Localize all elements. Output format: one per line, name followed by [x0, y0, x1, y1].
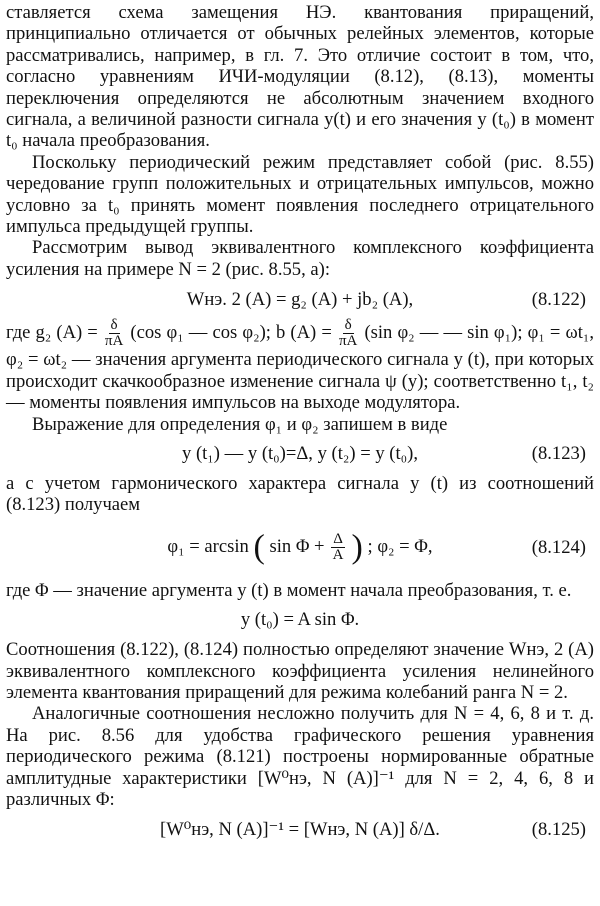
- equation-phi: [6, 608, 594, 632]
- text-run: ; φ₂ = Φ,: [367, 535, 433, 557]
- text-run: (cos φ₁ — cos φ₂); b (A) =: [130, 322, 332, 344]
- fraction: [331, 532, 345, 563]
- left-paren: (: [253, 528, 265, 566]
- equation-body: y (t₀) = A sin Φ.: [240, 609, 360, 631]
- fraction: [105, 318, 123, 349]
- paragraph-8: Соотношения (8.122), (8.124) полностью определяют значение Wнэ, 2 (A) эквивалентного комплексного коэффициента усиления нелинейного элемента квантования приращений для режима колебаний ранга N = 2.: [6, 639, 594, 703]
- text-run: — sin φ₁); φ₁ = ωt₁, φ₂ = ωt₂ — значения аргумента периодического сигнала y (t), при которых происходит скачкообразное изменение сигнала ψ (y); соответственно t₁, t₂ — моменты появления импульсов на выходе модулятора.: [6, 322, 595, 414]
- equation-body: y (t₁) — y (t₀)=Δ, y (t₂) = y (t₀),: [182, 443, 418, 465]
- equation-8-123: [6, 442, 594, 466]
- paragraph-5: Выражение для определения φ₁ и φ₂ запишем в виде: [32, 413, 448, 435]
- text-run: φ₁ = arcsin: [167, 535, 249, 557]
- text-run: (sin φ₂ —: [364, 322, 439, 344]
- fraction: [339, 318, 357, 349]
- equation-number: (8.123): [531, 443, 586, 465]
- fraction-denominator: πA: [338, 333, 358, 350]
- equation-body: [167, 528, 433, 566]
- right-paren: ): [351, 528, 363, 566]
- equation-body: Wнэ. 2 (A) = g₂ (A) + jb₂ (A),: [186, 288, 414, 310]
- fraction-numerator: Δ: [333, 531, 343, 548]
- paragraph-4: [6, 318, 594, 413]
- paragraph-2: Поскольку периодический режим представляет собой (рис. 8.55) чередование групп положительных и отрицательных импульсов, можно условно за t₀ принять момент появления последнего отрицательного импульса предыдущей группы.: [6, 151, 594, 238]
- paragraph-3: Рассмотрим вывод эквивалентного комплексного коэффициента усиления на примере N = 2 (рис. 8.55, а):: [6, 237, 594, 280]
- text-run: sin Φ +: [269, 535, 325, 557]
- equation-number: (8.125): [531, 818, 586, 840]
- fraction-numerator: δ: [110, 317, 118, 334]
- paragraph-1: ставляется схема замещения НЭ. квантования приращений, принципиально отличается от обычных релейных элементов, которые рассматривались, например, в гл. 7. Это отличие состоит в том, что, согласно уравнениям ИЧИ-модуляции (8.12), (8.13), моменты переключения определяются не абсолютным значением входного сигнала, а величиной разности сигнала y(t) и его значения y (t₀) в момент t₀ начала преобразования.: [6, 2, 594, 152]
- fraction-denominator: A: [332, 547, 344, 564]
- equation-8-125: [6, 817, 594, 841]
- paragraph-9: Аналогичные соотношения несложно получить для N = 4, 6, 8 и т. д. На рис. 8.56 для удобства графического решения уравнения периодического режима (8.121) построены нормированные обратные амплитудные характеристики [W⁰нэ, N (A)]⁻¹ для N = 2, 4, 6, 8 и различных Φ:: [6, 703, 594, 810]
- equation-body: [W⁰нэ, N (A)]⁻¹ = [Wнэ, N (A)] δ/Δ.: [160, 818, 440, 840]
- equation-number: (8.122): [531, 288, 586, 310]
- equation-8-122: [6, 287, 594, 311]
- text-run: где g₂ (A) =: [6, 322, 98, 344]
- paragraph-7: где Φ — значение аргумента y (t) в момент начала преобразования, т. е.: [6, 579, 572, 601]
- equation-8-124: [6, 526, 594, 570]
- equation-number: (8.124): [531, 537, 586, 559]
- fraction-denominator: πA: [104, 333, 124, 350]
- paragraph-6: а с учетом гармонического характера сигнала y (t) из соотношений (8.123) получаем: [6, 472, 594, 516]
- fraction-numerator: δ: [344, 317, 352, 334]
